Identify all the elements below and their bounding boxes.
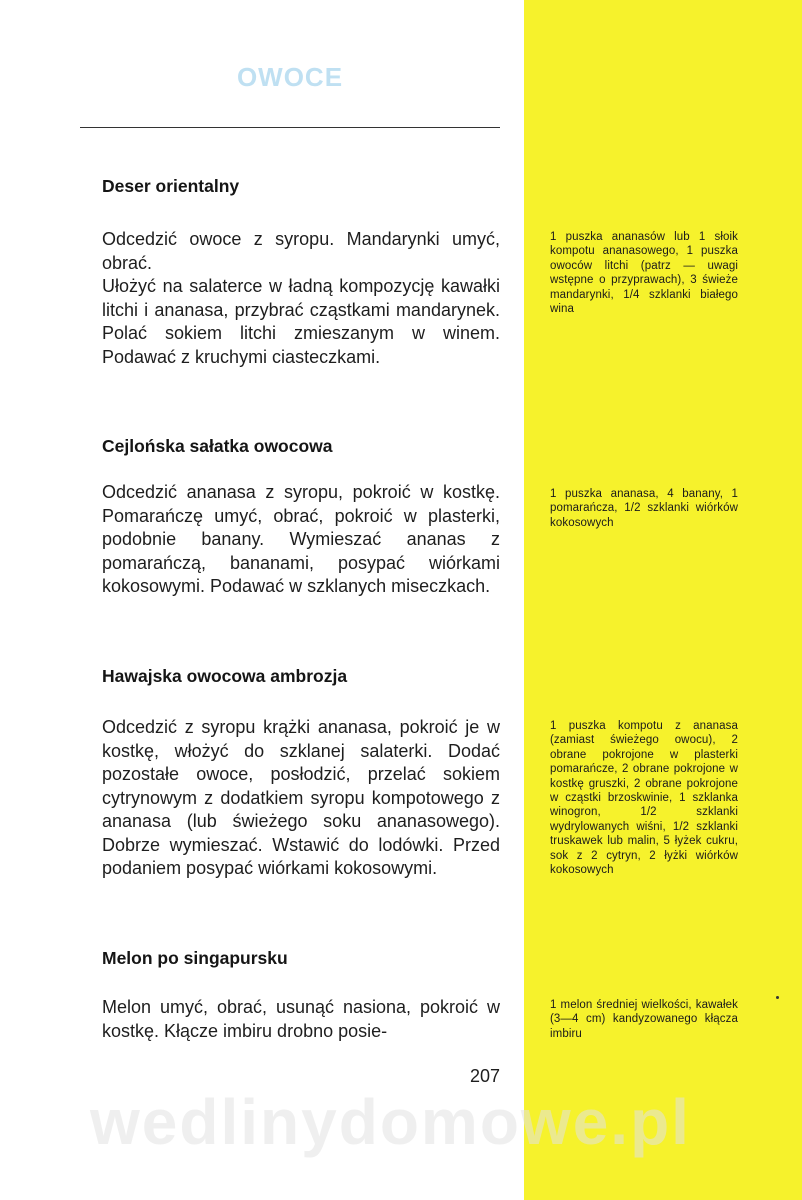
recipe-body: [102, 716, 500, 881]
recipe-body: [102, 228, 500, 369]
recipe-ingredients: 1 melon średniej wielkości, kawałek (3—4 cm) kandyzowanego kłącza imbiru: [550, 999, 738, 1040]
recipe-paragraph: Melon umyć, obrać, usunąć nasiona, pokroić w kostkę. Kłącze imbiru drobno posie-: [102, 997, 500, 1041]
recipe-paragraph: Odcedzić ananasa z syropu, pokroić w kostkę. Pomarańczę umyć, obrać, pokroić w plasterki, podobnie banany. Wymieszać ananas z pomarańczą, bananami, posypać wiórkami kokosowymi. Podawać w szklanych miseczkach.: [102, 482, 500, 596]
recipe-title: Melon po singapursku: [102, 948, 288, 968]
print-speck: [776, 996, 779, 999]
recipe-paragraph: Odcedzić z syropu krążki ananasa, pokroić je w kostkę, włożyć do szklanej salaterki. Dodać pozostałe owoce, posłodzić, przelać sokiem cytrynowym z dodatkiem syropu kompotowego z ananasa (lub świeżego soku ananasowego). Dobrze wymieszać. Wstawić do lodówki. Przed podaniem posypać wiórkami kokosowymi.: [102, 717, 500, 878]
recipe-title: Hawajska owocowa ambrozja: [102, 666, 348, 686]
watermark: wedlinydomowe.pl: [90, 1086, 691, 1158]
recipe-paragraph: Odcedzić owoce z syropu. Mandarynki umyć, obrać.: [102, 229, 500, 273]
recipe-paragraph: Ułożyć na salaterce w ładną kompozycję kawałki litchi i ananasa, przybrać cząstkami mandarynek. Polać sokiem litchi zmieszanym w winem. Podawać z kruchymi ciasteczkami.: [102, 276, 500, 367]
recipe-body: [102, 996, 500, 1043]
recipe-body: [102, 481, 500, 599]
recipe-ingredients: 1 puszka ananasa, 4 banany, 1 pomarańcza, 1/2 szklanki wiórków kokosowych: [550, 488, 738, 529]
recipe-title: Deser orientalny: [102, 176, 240, 196]
page-number: 207: [470, 1066, 501, 1086]
recipe-ingredients: 1 puszka kompotu z ananasa (zamiast świeżego owocu), 2 obrane pokrojone w plasterki pomarańcze, 2 obrane pokrojone w kostkę gruszki, 2 obrane pokrojone w cząstki brzoskwinie, 1 szklanka winogron, 1/2 szklanki wydrylowanych wiśni, 1/2 szklanki truskawek lub malin, 5 łyżek cukru, sok z 2 cytryn, 2 łyżki wiórków kokosowych: [550, 720, 738, 877]
page-title: OWOCE: [236, 62, 344, 92]
recipe-title: Cejlońska sałatka owocowa: [102, 436, 333, 456]
recipe-ingredients: 1 puszka ananasów lub 1 słoik kompotu ananasowego, 1 puszka owoców litchi (patrz — uwagi wstępne o przyprawach), 3 świeże mandarynki, 1/4 szklanki białego wina: [550, 231, 738, 316]
title-divider: [80, 127, 500, 128]
